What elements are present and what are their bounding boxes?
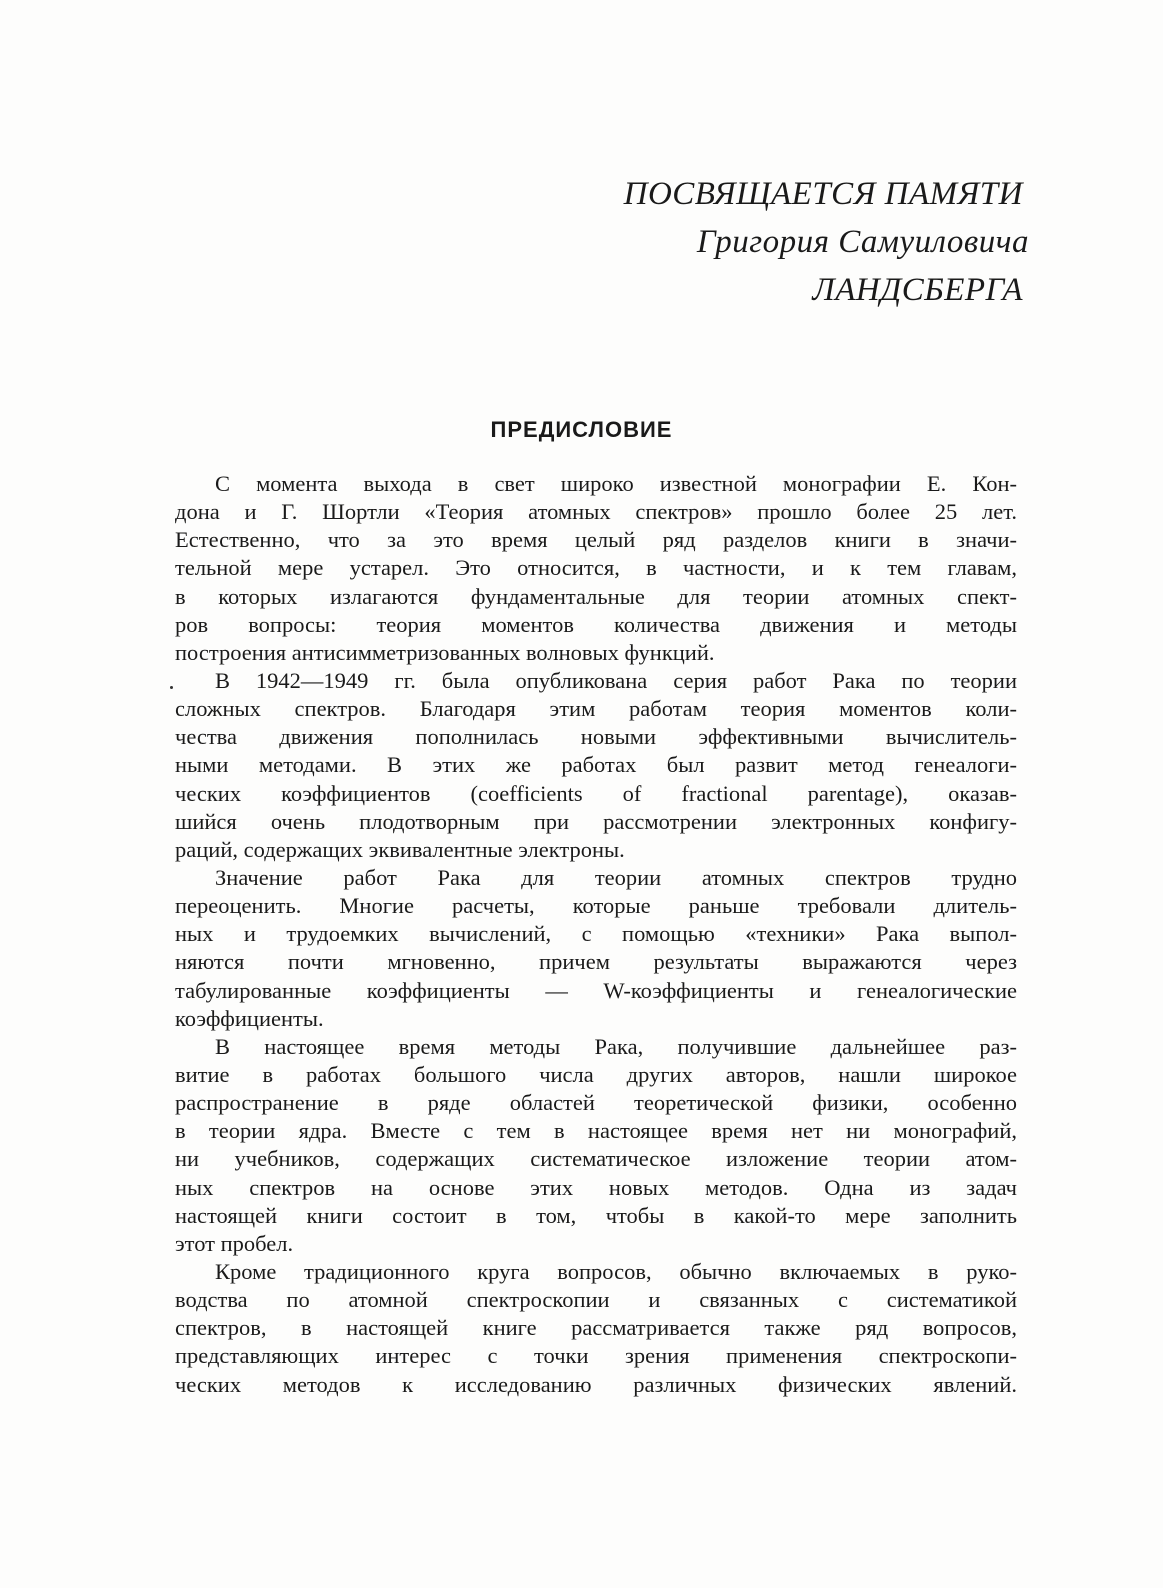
paragraph-1	[175, 470, 1017, 667]
text-line: коэффициенты.	[175, 1005, 324, 1031]
text-line: няются почти мгновенно, причем результаты выражаются через	[175, 949, 1017, 975]
text-line: спектров, в настоящей книге рассматривается также ряд вопросов,	[175, 1315, 1017, 1341]
text-line: в которых излагаются фундаментальные для теории атомных спект-	[175, 583, 1017, 609]
dedication-line-3: ЛАНДСБЕРГА	[812, 272, 1023, 308]
margin-dot	[170, 686, 173, 689]
text-line: ных и трудоемких вычислений, с помощью «техники» Рака выпол-	[175, 921, 1017, 947]
dedication-line-2: Григория Самуиловича	[696, 224, 1029, 260]
text-line: этот пробел.	[175, 1230, 294, 1256]
text-line: переоценить. Многие расчеты, которые раньше требовали длитель-	[175, 893, 1017, 919]
text-line: табулированные коэффициенты — W-коэффициенты и генеалогические	[175, 977, 1017, 1003]
text-line: тельной мере устарел. Это относится, в частности, и к тем главам,	[175, 555, 1017, 581]
text-line: шийся очень плодотворным при рассмотрении электронных конфигу-	[175, 808, 1017, 834]
text-line: ни учебников, содержащих систематическое изложение теории атом-	[175, 1146, 1017, 1172]
text-line: ных спектров на основе этих новых методов. Одна из задач	[175, 1174, 1017, 1200]
text-line: ров вопросы: теория моментов количества движения и методы	[175, 611, 1017, 637]
text-line: Естественно, что за это время целый ряд разделов книги в значи-	[175, 527, 1017, 553]
text-line: дона и Г. Шортли «Теория атомных спектров» прошло более 25 лет.	[175, 499, 1017, 525]
text-line: ческих коэффициентов (coefficients of fractional parentage), оказав-	[175, 780, 1017, 806]
text-line: настоящей книги состоит в том, чтобы в какой-то мере заполнить	[175, 1202, 1017, 1228]
text-line: Кроме традиционного круга вопросов, обычно включаемых в руко-	[215, 1258, 1017, 1284]
text-line: В настоящее время методы Рака, получившие дальнейшее раз-	[215, 1033, 1017, 1059]
text-line: раций, содержащих эквивалентные электроны.	[175, 836, 625, 862]
text-line: чества движения пополнилась новыми эффективными вычислитель-	[175, 724, 1017, 750]
preface-body	[175, 470, 1017, 1399]
text-line: представляющих интерес с точки зрения применения спектроскопи-	[175, 1343, 1017, 1369]
text-line: С момента выхода в свет широко известной монографии Е. Кон-	[215, 471, 1017, 496]
paragraph-4	[175, 1033, 1017, 1258]
dedication	[423, 170, 1029, 314]
dedication-line-1: ПОСВЯЩАЕТСЯ ПАМЯТИ	[623, 176, 1023, 212]
text-line: Значение работ Рака для теории атомных спектров трудно	[215, 864, 1017, 890]
text-line: распространение в ряде областей теоретической физики, особенно	[175, 1090, 1017, 1116]
text-line: витие в работах большого числа других авторов, нашли широкое	[175, 1061, 1017, 1087]
text-line: сложных спектров. Благодаря этим работам теория моментов коли-	[175, 696, 1017, 722]
text-line: построения антисимметризованных волновых функций.	[175, 639, 715, 665]
text-line: в теории ядра. Вместе с тем в настоящее время нет ни монографий,	[175, 1118, 1017, 1144]
paragraph-3	[175, 864, 1017, 1033]
text-line: В 1942—1949 гг. была опубликована серия работ Рака по теории	[215, 667, 1017, 693]
paragraph-2	[175, 667, 1017, 864]
text-line: ными методами. В этих же работах был развит метод генеалоги-	[175, 752, 1017, 778]
preface-heading: ПРЕДИСЛОВИЕ	[490, 417, 673, 442]
text-line: водства по атомной спектроскопии и связанных с систематикой	[175, 1287, 1017, 1313]
paragraph-5	[175, 1258, 1017, 1399]
text-line: ческих методов к исследованию различных физических явлений.	[175, 1371, 1017, 1397]
